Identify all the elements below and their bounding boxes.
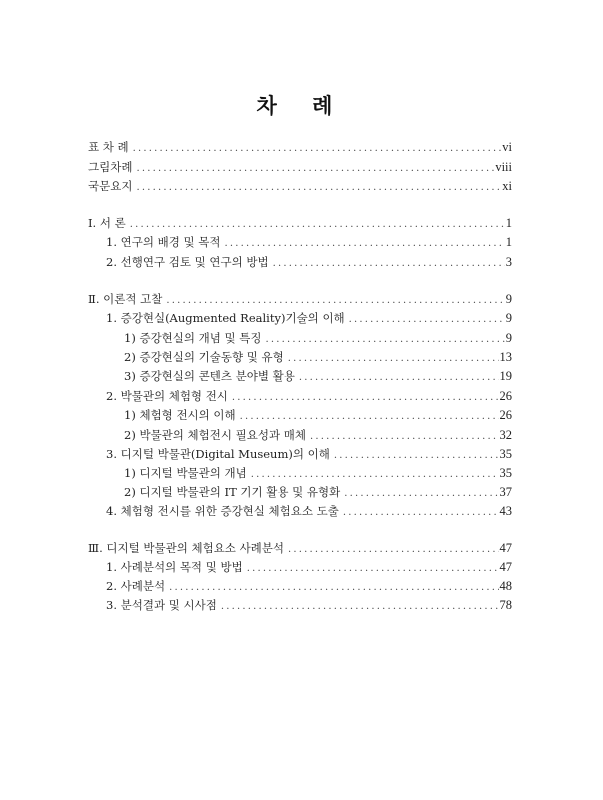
toc-entry-section-2-1[interactable] bbox=[88, 310, 512, 326]
toc-label: 1. 연구의 배경 및 목적 bbox=[106, 234, 224, 250]
dot-leader bbox=[240, 409, 499, 425]
toc-label: Ⅱ. 이론적 고찰 bbox=[88, 291, 166, 307]
toc-label: 2) 디지털 박물관의 IT 기기 활용 및 유형화 bbox=[124, 484, 344, 500]
dot-leader bbox=[224, 236, 504, 252]
toc-label: 3. 분석결과 및 시사점 bbox=[106, 597, 221, 613]
toc-entry-subsection-2-3-2[interactable] bbox=[88, 484, 512, 500]
toc-page-number: 35 bbox=[499, 447, 512, 461]
toc-page-number: 13 bbox=[499, 350, 512, 364]
toc-label: Ⅲ. 디지털 박물관의 체험요소 사례분석 bbox=[88, 540, 288, 556]
dot-leader bbox=[247, 561, 499, 577]
toc-label: 4. 체험형 전시를 위한 증강현실 체험요소 도출 bbox=[106, 503, 343, 519]
toc-entry-subsection-2-2-2[interactable] bbox=[88, 427, 512, 443]
toc-entry-section-3-2[interactable] bbox=[88, 578, 512, 594]
toc-entry-subsection-2-1-3[interactable] bbox=[88, 368, 512, 384]
toc-entry-list-of-figures[interactable] bbox=[88, 159, 512, 175]
toc-page-number: 26 bbox=[499, 408, 512, 422]
toc-entry-chapter-3[interactable] bbox=[88, 540, 512, 556]
toc-page-number: 47 bbox=[499, 560, 512, 574]
toc-label: 1) 디지털 박물관의 개념 bbox=[124, 465, 251, 481]
toc-page-number: 43 bbox=[499, 504, 512, 518]
dot-leader bbox=[251, 467, 499, 483]
dot-leader bbox=[136, 180, 501, 196]
page-title: 차 례 bbox=[256, 93, 347, 118]
toc-label: 1. 증강현실(Augmented Reality)기술의 이해 bbox=[106, 310, 349, 326]
toc-page-number: vi bbox=[502, 140, 512, 154]
toc-page-number: xi bbox=[502, 179, 512, 193]
toc-entry-subsection-2-1-2[interactable] bbox=[88, 349, 512, 365]
dot-leader bbox=[344, 486, 498, 502]
toc-label: 1) 체험형 전시의 이해 bbox=[124, 407, 240, 423]
dot-leader bbox=[136, 161, 494, 177]
toc-entry-subsection-2-2-1[interactable] bbox=[88, 407, 512, 423]
toc-label: 1) 증강현실의 개념 및 특징 bbox=[124, 330, 266, 346]
dot-leader bbox=[133, 141, 502, 157]
toc-entry-section-2-3[interactable] bbox=[88, 446, 512, 462]
dot-leader bbox=[343, 505, 499, 521]
toc-entry-section-2-2[interactable] bbox=[88, 388, 512, 404]
toc-page-number: 9 bbox=[505, 292, 512, 306]
toc-page-number: 9 bbox=[505, 331, 512, 345]
toc-label: 국문요지 bbox=[88, 178, 136, 194]
toc-page-number: 26 bbox=[499, 389, 512, 403]
toc-label: 1. 사례분석의 목적 및 방법 bbox=[106, 559, 247, 575]
dot-leader bbox=[334, 448, 499, 464]
toc-label: Ⅰ. 서 론 bbox=[88, 215, 130, 231]
toc-label: 3. 디지털 박물관(Digital Museum)의 이해 bbox=[106, 446, 334, 462]
toc-page-number: 19 bbox=[499, 369, 512, 383]
dot-leader bbox=[232, 390, 499, 406]
dot-leader bbox=[273, 256, 505, 272]
toc-label: 3) 증강현실의 콘텐츠 분야별 활용 bbox=[124, 368, 299, 384]
dot-leader bbox=[221, 599, 499, 615]
toc-page-number: 1 bbox=[505, 216, 512, 230]
dot-leader bbox=[288, 542, 498, 558]
toc-entry-section-2-4[interactable] bbox=[88, 503, 512, 519]
toc-label: 2. 선행연구 검토 및 연구의 방법 bbox=[106, 254, 273, 270]
toc-label: 2) 증강현실의 기술동향 및 유형 bbox=[124, 349, 288, 365]
toc-label: 표 차 례 bbox=[88, 139, 133, 155]
toc-page-number: 32 bbox=[499, 428, 512, 442]
toc-entry-list-of-tables[interactable] bbox=[88, 139, 512, 155]
toc-entry-section-3-3[interactable] bbox=[88, 597, 512, 613]
toc-page-number: 37 bbox=[499, 485, 512, 499]
dot-leader bbox=[266, 332, 505, 348]
toc-label: 그림차례 bbox=[88, 159, 136, 175]
toc-label: 2) 박물관의 체험전시 필요성과 매체 bbox=[124, 427, 310, 443]
dot-leader bbox=[299, 370, 499, 386]
toc-entry-section-1-1[interactable] bbox=[88, 234, 512, 250]
dot-leader bbox=[169, 580, 498, 596]
dot-leader bbox=[130, 217, 505, 233]
toc-page-number: 1 bbox=[505, 235, 512, 249]
toc-entry-section-1-2[interactable] bbox=[88, 254, 512, 270]
toc-entry-chapter-1[interactable] bbox=[88, 215, 512, 231]
toc-label: 2. 박물관의 체험형 전시 bbox=[106, 388, 232, 404]
toc-entry-subsection-2-3-1[interactable] bbox=[88, 465, 512, 481]
toc-entry-subsection-2-1-1[interactable] bbox=[88, 330, 512, 346]
dot-leader bbox=[349, 312, 505, 328]
toc-entry-chapter-2[interactable] bbox=[88, 291, 512, 307]
toc-page-number: 35 bbox=[499, 466, 512, 480]
toc-page-number: 9 bbox=[505, 311, 512, 325]
toc-label: 2. 사례분석 bbox=[106, 578, 169, 594]
toc-page-number: 3 bbox=[505, 255, 512, 269]
dot-leader bbox=[288, 351, 499, 367]
toc-entry-korean-abstract[interactable] bbox=[88, 178, 512, 194]
dot-leader bbox=[166, 293, 504, 309]
toc-entry-section-3-1[interactable] bbox=[88, 559, 512, 575]
toc-page-number: 47 bbox=[499, 541, 512, 555]
dot-leader bbox=[310, 429, 499, 445]
toc-page-number: 78 bbox=[499, 598, 512, 612]
toc-page-number: 48 bbox=[499, 579, 512, 593]
toc-page-number: viii bbox=[495, 160, 512, 174]
